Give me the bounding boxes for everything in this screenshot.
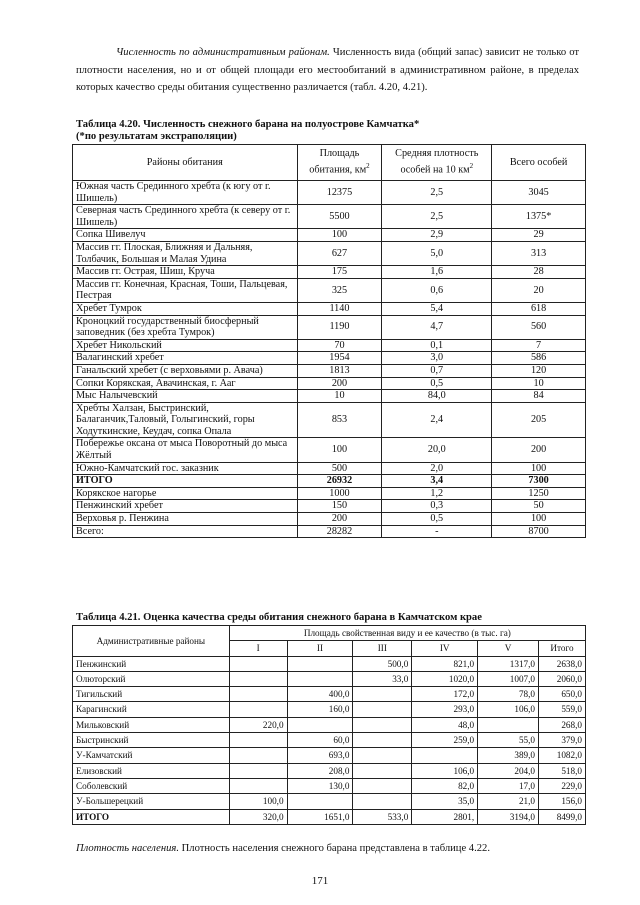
value-cell: 21,0 (478, 794, 539, 809)
value-cell (353, 763, 412, 778)
value-cell: 627 (297, 241, 382, 265)
value-cell: 50 (492, 500, 586, 513)
col-header-area: Площадь обитания, $км^2$ (297, 145, 382, 181)
value-cell: 10 (492, 377, 586, 390)
region-cell: Пенжинский (73, 656, 230, 671)
region-cell: ИТОГО (73, 475, 298, 488)
itogo-row (73, 475, 586, 488)
value-cell (353, 733, 412, 748)
value-cell: 84 (492, 390, 586, 403)
region-cell: Карагинский (73, 702, 230, 717)
value-cell: 220,0 (229, 717, 287, 732)
value-cell (478, 717, 539, 732)
value-cell: 2638,0 (539, 656, 586, 671)
value-cell: 1375* (492, 205, 586, 229)
value-cell: 1,6 (382, 266, 492, 279)
region-cell: Хребты Халзан, Быстринский, Балаганчик,Таловый, Голыгинский, горы Ходуткинские, Кеудач, сопка Опала (73, 402, 298, 438)
value-cell: 7 (492, 339, 586, 352)
region-cell: Кроноцкий государственный биосферный заповедник (без хребта Тумрок) (73, 315, 298, 339)
value-cell: 0,1 (382, 339, 492, 352)
value-cell (353, 702, 412, 717)
value-cell: 853 (297, 402, 382, 438)
value-cell: 0,7 (382, 364, 492, 377)
region-cell: Валагинский хребет (73, 352, 298, 365)
value-cell (229, 778, 287, 793)
region-cell: ИТОГО (73, 809, 230, 824)
value-cell: 1,2 (382, 487, 492, 500)
value-cell: 0,5 (382, 377, 492, 390)
value-cell: 100 (297, 229, 382, 242)
region-cell: Олюторский (73, 671, 230, 686)
value-cell: 1000 (297, 487, 382, 500)
value-cell: 1813 (297, 364, 382, 377)
region-cell: У-Камчатский (73, 748, 230, 763)
region-cell: У-Большерецкий (73, 794, 230, 809)
value-cell: 12375 (297, 181, 382, 205)
value-cell: 205 (492, 402, 586, 438)
value-cell (229, 671, 287, 686)
value-cell: 500 (297, 462, 382, 475)
value-cell: 8499,0 (539, 809, 586, 824)
col-header-quality: III (353, 641, 412, 656)
value-cell: 268,0 (539, 717, 586, 732)
table-row (73, 748, 586, 763)
value-cell: 3,4 (382, 475, 492, 488)
table-row (73, 339, 586, 352)
col-header-admin-region: Административные районы (73, 626, 230, 657)
value-cell: 400,0 (287, 687, 353, 702)
value-cell: 106,0 (478, 702, 539, 717)
region-cell: Елизовский (73, 763, 230, 778)
value-cell: 259,0 (412, 733, 478, 748)
paragraph-text: Плотность населения снежного барана представлена в таблице 4.22. (178, 843, 490, 854)
value-cell: 172,0 (412, 687, 478, 702)
value-cell: 160,0 (287, 702, 353, 717)
table-row (73, 733, 586, 748)
value-cell: 320,0 (229, 809, 287, 824)
table20-caption-note: (*по результатам экстраполяции) (76, 131, 237, 142)
value-cell: 2,5 (382, 181, 492, 205)
region-cell: Ганальский хребет (с верховьями р. Авача) (73, 364, 298, 377)
value-cell: 3045 (492, 181, 586, 205)
col-header-region: Районы обитания (73, 145, 298, 181)
table-row (73, 438, 586, 462)
region-cell: Южная часть Срединного хребта (к югу от г. Шишель) (73, 181, 298, 205)
value-cell: 2801, (412, 809, 478, 824)
value-cell: 1020,0 (412, 671, 478, 686)
col-header-quality: IV (412, 641, 478, 656)
value-cell: 0,3 (382, 500, 492, 513)
table-row (73, 352, 586, 365)
region-cell: Южно-Камчатский гос. заказник (73, 462, 298, 475)
paragraph-lead: Численность по административным районам. (116, 47, 330, 58)
value-cell: 313 (492, 241, 586, 265)
region-cell: Верховья р. Пенжина (73, 513, 298, 526)
value-cell (353, 717, 412, 732)
value-cell (229, 702, 287, 717)
value-cell: 5,0 (382, 241, 492, 265)
table-row (73, 241, 586, 265)
table-row (73, 656, 586, 671)
value-cell: 821,0 (412, 656, 478, 671)
region-cell: Мыс Налычевский (73, 390, 298, 403)
value-cell: 1250 (492, 487, 586, 500)
value-cell: 17,0 (478, 778, 539, 793)
value-cell: 130,0 (287, 778, 353, 793)
value-cell: 55,0 (478, 733, 539, 748)
table-row (73, 266, 586, 279)
value-cell: 28 (492, 266, 586, 279)
intro-paragraph (76, 44, 579, 97)
table-row (73, 702, 586, 717)
value-cell: 533,0 (353, 809, 412, 824)
value-cell: 156,0 (539, 794, 586, 809)
value-cell: 84,0 (382, 390, 492, 403)
value-cell: 618 (492, 302, 586, 315)
col-header-quality: V (478, 641, 539, 656)
paragraph-lead: Плотность населения. (76, 843, 179, 854)
value-cell: 1140 (297, 302, 382, 315)
value-cell: 175 (297, 266, 382, 279)
value-cell: 2,5 (382, 205, 492, 229)
habitat-quality-table (72, 625, 586, 825)
value-cell: 20,0 (382, 438, 492, 462)
density-paragraph (76, 840, 579, 858)
region-cell: Массив гг. Острая, Шиш, Круча (73, 266, 298, 279)
value-cell: 78,0 (478, 687, 539, 702)
value-cell (353, 687, 412, 702)
value-cell: 82,0 (412, 778, 478, 793)
value-cell: 200 (297, 513, 382, 526)
table-row (73, 390, 586, 403)
value-cell: 100 (297, 438, 382, 462)
value-cell: - (382, 525, 492, 538)
region-cell: Тигильский (73, 687, 230, 702)
table-row (73, 205, 586, 229)
value-cell: 1190 (297, 315, 382, 339)
region-cell: Побережье оксана от мыса Поворотный до мыса Жёлтый (73, 438, 298, 462)
value-cell: 2,4 (382, 402, 492, 438)
value-cell (287, 671, 353, 686)
value-cell: 70 (297, 339, 382, 352)
region-cell: Пенжинский хребет (73, 500, 298, 513)
value-cell (287, 794, 353, 809)
value-cell: 3194,0 (478, 809, 539, 824)
region-cell: Хребет Тумрок (73, 302, 298, 315)
value-cell: 560 (492, 315, 586, 339)
value-cell: 20 (492, 278, 586, 302)
table-row (73, 687, 586, 702)
value-cell: 1954 (297, 352, 382, 365)
value-cell: 7300 (492, 475, 586, 488)
value-cell: 35,0 (412, 794, 478, 809)
value-cell: 559,0 (539, 702, 586, 717)
region-cell: Всего: (73, 525, 298, 538)
region-cell: Соболевский (73, 778, 230, 793)
value-cell: 389,0 (478, 748, 539, 763)
table-row (73, 229, 586, 242)
value-cell: 650,0 (539, 687, 586, 702)
value-cell: 26932 (297, 475, 382, 488)
value-cell: 106,0 (412, 763, 478, 778)
value-cell: 8700 (492, 525, 586, 538)
value-cell: 0,5 (382, 513, 492, 526)
value-cell: 1007,0 (478, 671, 539, 686)
value-cell: 586 (492, 352, 586, 365)
value-cell: 379,0 (539, 733, 586, 748)
value-cell: 100 (492, 462, 586, 475)
value-cell: 120 (492, 364, 586, 377)
table-row (73, 778, 586, 793)
value-cell: 2,9 (382, 229, 492, 242)
value-cell (353, 748, 412, 763)
value-cell: 325 (297, 278, 382, 302)
value-cell: 500,0 (353, 656, 412, 671)
value-cell: 5,4 (382, 302, 492, 315)
value-cell (353, 794, 412, 809)
table-row (73, 487, 586, 500)
value-cell (353, 778, 412, 793)
value-cell (229, 656, 287, 671)
value-cell: 3,0 (382, 352, 492, 365)
value-cell (412, 748, 478, 763)
value-cell: 693,0 (287, 748, 353, 763)
paragraph-text: Численность вида (общий запас) зависит не только от плотности населения, но и от общей площади его местообитаний в административном районе, в пределах которых качество среды обитания существенно различается (табл. 4.20, 4.21). (76, 47, 579, 93)
region-cell: Сопка Шивелуч (73, 229, 298, 242)
value-cell (287, 717, 353, 732)
value-cell: 60,0 (287, 733, 353, 748)
value-cell: 1082,0 (539, 748, 586, 763)
page-number: 171 (311, 875, 329, 887)
table-row (73, 377, 586, 390)
table-row (73, 671, 586, 686)
value-cell: 150 (297, 500, 382, 513)
value-cell: 518,0 (539, 763, 586, 778)
table-row (73, 763, 586, 778)
value-cell: 4,7 (382, 315, 492, 339)
value-cell: 2,0 (382, 462, 492, 475)
table-row (73, 402, 586, 438)
region-cell: Мильковский (73, 717, 230, 732)
table20-caption: Таблица 4.20. Численность снежного барана на полуострове Камчатка* (76, 119, 420, 130)
value-cell: 200 (492, 438, 586, 462)
value-cell: 1651,0 (287, 809, 353, 824)
table-row (73, 315, 586, 339)
table-row (73, 794, 586, 809)
value-cell (229, 733, 287, 748)
value-cell: 293,0 (412, 702, 478, 717)
value-cell: 208,0 (287, 763, 353, 778)
value-cell: 29 (492, 229, 586, 242)
value-cell (229, 687, 287, 702)
total-row (73, 809, 586, 824)
table-row (73, 302, 586, 315)
col-header-density: Средняя плотность особей на 10 $км^2$ (382, 145, 492, 181)
value-cell: 33,0 (353, 671, 412, 686)
value-cell: 200 (297, 377, 382, 390)
value-cell: 5500 (297, 205, 382, 229)
table-row (73, 500, 586, 513)
value-cell (229, 763, 287, 778)
col-header-total: Всего особей (492, 145, 586, 181)
value-cell: 100,0 (229, 794, 287, 809)
table-row (73, 181, 586, 205)
value-cell (229, 748, 287, 763)
population-table (72, 144, 586, 538)
total-row (73, 525, 586, 538)
value-cell: 10 (297, 390, 382, 403)
value-cell: 1317,0 (478, 656, 539, 671)
region-cell: Северная часть Срединного хребта (к северу от г. Шишель) (73, 205, 298, 229)
value-cell: 2060,0 (539, 671, 586, 686)
region-cell: Массив гг. Плоская, Ближняя и Дальняя, Толбачик, Большая и Малая Удина (73, 241, 298, 265)
value-cell (287, 656, 353, 671)
table-row (73, 278, 586, 302)
value-cell: 204,0 (478, 763, 539, 778)
table-row (73, 513, 586, 526)
col-header-area-quality: Площадь свойственная виду и ее качество (в тыс. га) (229, 626, 585, 641)
region-cell: Быстринский (73, 733, 230, 748)
table-row (73, 717, 586, 732)
value-cell: 100 (492, 513, 586, 526)
region-cell: Массив гг. Конечная, Красная, Тоши, Пальцевая, Пестрая (73, 278, 298, 302)
value-cell: 28282 (297, 525, 382, 538)
table-row (73, 462, 586, 475)
region-cell: Хребет Никольский (73, 339, 298, 352)
col-header-quality: Итого (539, 641, 586, 656)
region-cell: Корякское нагорье (73, 487, 298, 500)
value-cell: 0,6 (382, 278, 492, 302)
table21-caption: Таблица 4.21. Оценка качества среды обитания снежного барана в Камчатском крае (76, 612, 482, 623)
value-cell: 48,0 (412, 717, 478, 732)
table-row (73, 364, 586, 377)
col-header-quality: II (287, 641, 353, 656)
region-cell: Сопки Корякская, Авачинская, г. Ааг (73, 377, 298, 390)
value-cell: 229,0 (539, 778, 586, 793)
col-header-quality: I (229, 641, 287, 656)
